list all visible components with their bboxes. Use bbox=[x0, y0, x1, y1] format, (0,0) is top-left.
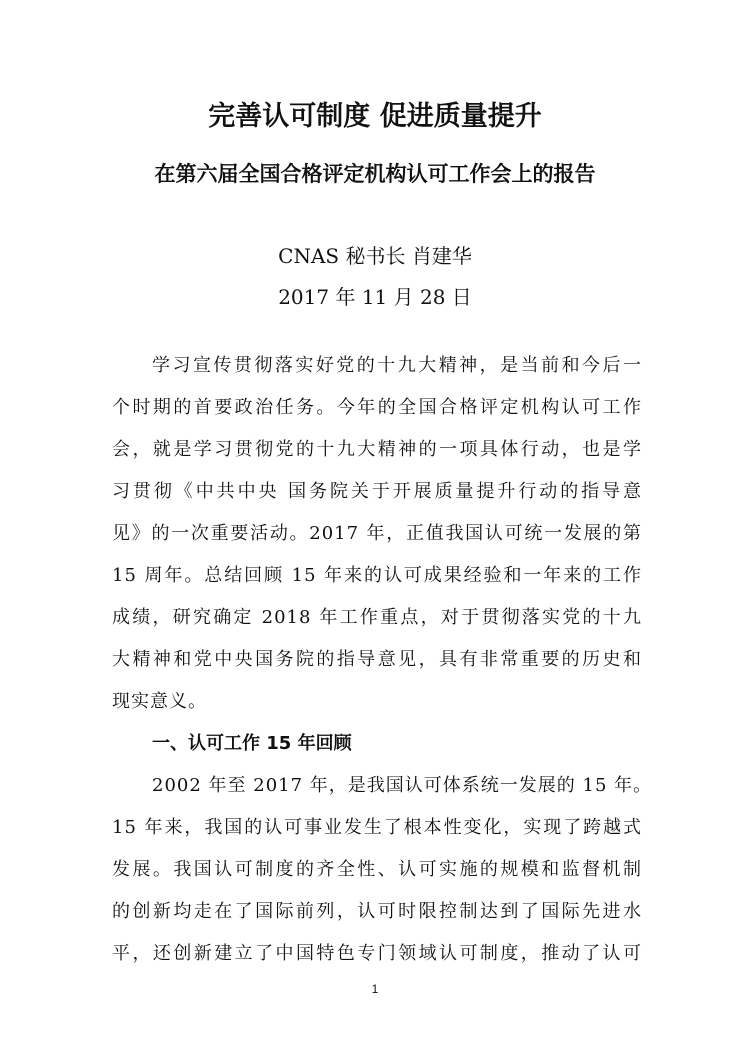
paragraph-line: 成绩，研究确定 2018 年工作重点，对于贯彻落实党的十九 bbox=[112, 607, 642, 628]
paragraph-line: 大精神和党中央国务院的指导意见，具有非常重要的历史和 bbox=[112, 649, 642, 670]
date-line: 2017 年 11 月 28 日 bbox=[278, 285, 472, 309]
paragraph-line: 的创新均走在了国际前列，认可时限控制达到了国际先进水 bbox=[112, 901, 642, 922]
paragraph-line: 现实意义。 bbox=[112, 691, 207, 712]
paragraph-line: 15 周年。总结回顾 15 年来的认可成果经验和一年来的工作 bbox=[112, 565, 642, 586]
paragraph-line: 习贯彻《中共中央 国务院关于开展质量提升行动的指导意 bbox=[112, 481, 642, 502]
author-line: CNAS 秘书长 肖建华 bbox=[278, 244, 472, 268]
document-title: 完善认可制度 促进质量提升 bbox=[208, 101, 542, 132]
paragraph-line: 会，就是学习贯彻党的十九大精神的一项具体行动，也是学 bbox=[112, 439, 642, 460]
page-number: 1 bbox=[371, 982, 379, 996]
paragraph-line: 个时期的首要政治任务。今年的全国合格评定机构认可工作 bbox=[112, 397, 642, 418]
paragraph-line: 学习宣传贯彻落实好党的十九大精神，是当前和今后一 bbox=[152, 355, 642, 376]
paragraph-line: 发展。我国认可制度的齐全性、认可实施的规模和监督机制 bbox=[112, 859, 642, 880]
paragraph-line: 见》的一次重要活动。2017 年，正值我国认可统一发展的第 bbox=[112, 523, 642, 544]
section-heading: 一、认可工作 15 年回顾 bbox=[152, 733, 352, 754]
paragraph-line: 2002 年至 2017 年，是我国认可体系统一发展的 15 年。 bbox=[152, 775, 653, 796]
paragraph-line: 平，还创新建立了中国特色专门领域认可制度，推动了认可 bbox=[112, 943, 642, 964]
paragraph-line: 15 年来，我国的认可事业发生了根本性变化，实现了跨越式 bbox=[112, 817, 642, 838]
document-subtitle: 在第六届全国合格评定机构认可工作会上的报告 bbox=[154, 161, 596, 186]
